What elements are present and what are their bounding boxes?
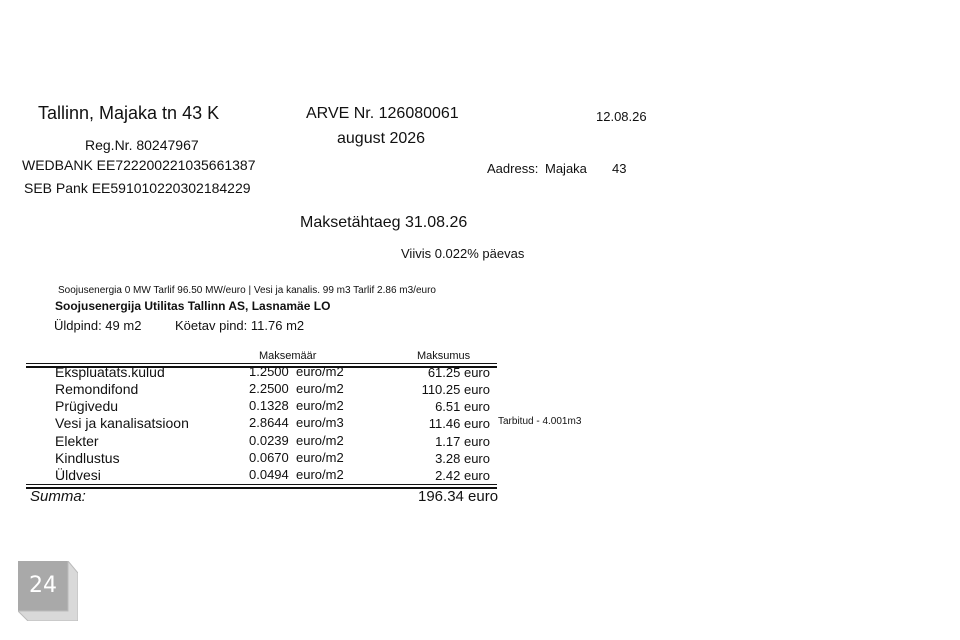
- total-amount: 196.34 euro: [418, 488, 499, 505]
- invoice-date: 12.08.26: [596, 109, 647, 124]
- charge-name: Elekter: [55, 433, 99, 449]
- charge-unit: euro/m2: [296, 433, 344, 448]
- payment-due-date: Maksetähtaeg 31.08.26: [300, 214, 468, 231]
- registration-number: Reg.Nr. 80247967: [85, 137, 199, 153]
- charge-unit: euro/m2: [296, 450, 344, 465]
- table-row: [0, 381, 700, 399]
- tariff-info: Soojusenergia 0 MW Tarlif 96.50 MW/euro | Vesi ja kanalis. 99 m3 Tarlif 2.86 m3/euro: [58, 285, 436, 296]
- charge-rate: 0.0239: [249, 433, 289, 448]
- charge-unit: euro/m3: [296, 415, 344, 430]
- charge-name: Vesi ja kanalisatsioon: [55, 415, 189, 431]
- table-row: [0, 450, 700, 468]
- bank-account-swedbank: WEDBANK EE722200221035661387: [22, 157, 256, 173]
- page-number: 24: [29, 573, 57, 598]
- charge-amount: 2.42 euro: [435, 468, 490, 483]
- charge-name: Kindlustus: [55, 450, 120, 466]
- property-address: Tallinn, Majaka tn 43 K: [38, 103, 220, 123]
- billing-period: august 2026: [337, 130, 426, 147]
- charge-name: Üldvesi: [55, 467, 101, 483]
- heated-area: Köetav pind: 11.76 m2: [175, 318, 305, 333]
- recipient-address-number: 43: [612, 161, 627, 176]
- charge-unit: euro/m2: [296, 398, 344, 413]
- page-number-badge: [18, 561, 78, 621]
- column-header-rate: Maksemäär: [259, 350, 317, 362]
- late-penalty: Viivis 0.022% päevas: [401, 246, 525, 261]
- charge-amount: 1.17 euro: [435, 434, 490, 449]
- charge-rate: 0.0494: [249, 467, 289, 482]
- charge-rate: 1.2500: [249, 364, 289, 379]
- charge-name: Remondifond: [55, 381, 139, 397]
- charge-amount: 11.46 euro: [428, 416, 490, 431]
- charge-note: Tarbitud - 4.001m3: [498, 416, 582, 427]
- charge-rate: 0.0670: [249, 450, 289, 465]
- charge-unit: euro/m2: [296, 364, 344, 379]
- column-header-amount: Maksumus: [417, 350, 471, 362]
- table-row: [0, 467, 700, 485]
- charge-amount: 61.25 euro: [427, 365, 490, 380]
- table-row: [0, 433, 700, 451]
- charge-amount: 110.25 euro: [421, 382, 490, 397]
- charge-name: Prügivedu: [55, 398, 119, 414]
- charge-amount: 6.51 euro: [435, 399, 490, 414]
- charge-unit: euro/m2: [296, 467, 344, 482]
- charge-rate: 2.2500: [249, 381, 289, 396]
- total-area: Üldpind: 49 m2: [54, 318, 142, 333]
- charge-unit: euro/m2: [296, 381, 344, 396]
- recipient-address-label: Aadress:: [487, 161, 539, 176]
- table-bottom-rule: [26, 484, 497, 485]
- invoice-number: ARVE Nr. 126080061: [306, 105, 459, 122]
- table-row: [0, 415, 700, 433]
- table-row: [0, 398, 700, 416]
- charge-rate: 0.1328: [249, 398, 289, 413]
- charge-rate: 2.8644: [249, 415, 289, 430]
- charge-name: Ekspluatats.kulud: [55, 364, 165, 380]
- bank-account-seb: SEB Pank EE591010220302184229: [24, 180, 251, 196]
- table-row: [0, 364, 700, 382]
- charge-amount: 3.28 euro: [435, 451, 490, 466]
- recipient-address-street: Majaka: [545, 161, 587, 176]
- total-label: Summa:: [30, 488, 86, 505]
- heat-supplier: Soojusenergija Utilitas Tallinn AS, Lasnamäe LO: [55, 299, 331, 313]
